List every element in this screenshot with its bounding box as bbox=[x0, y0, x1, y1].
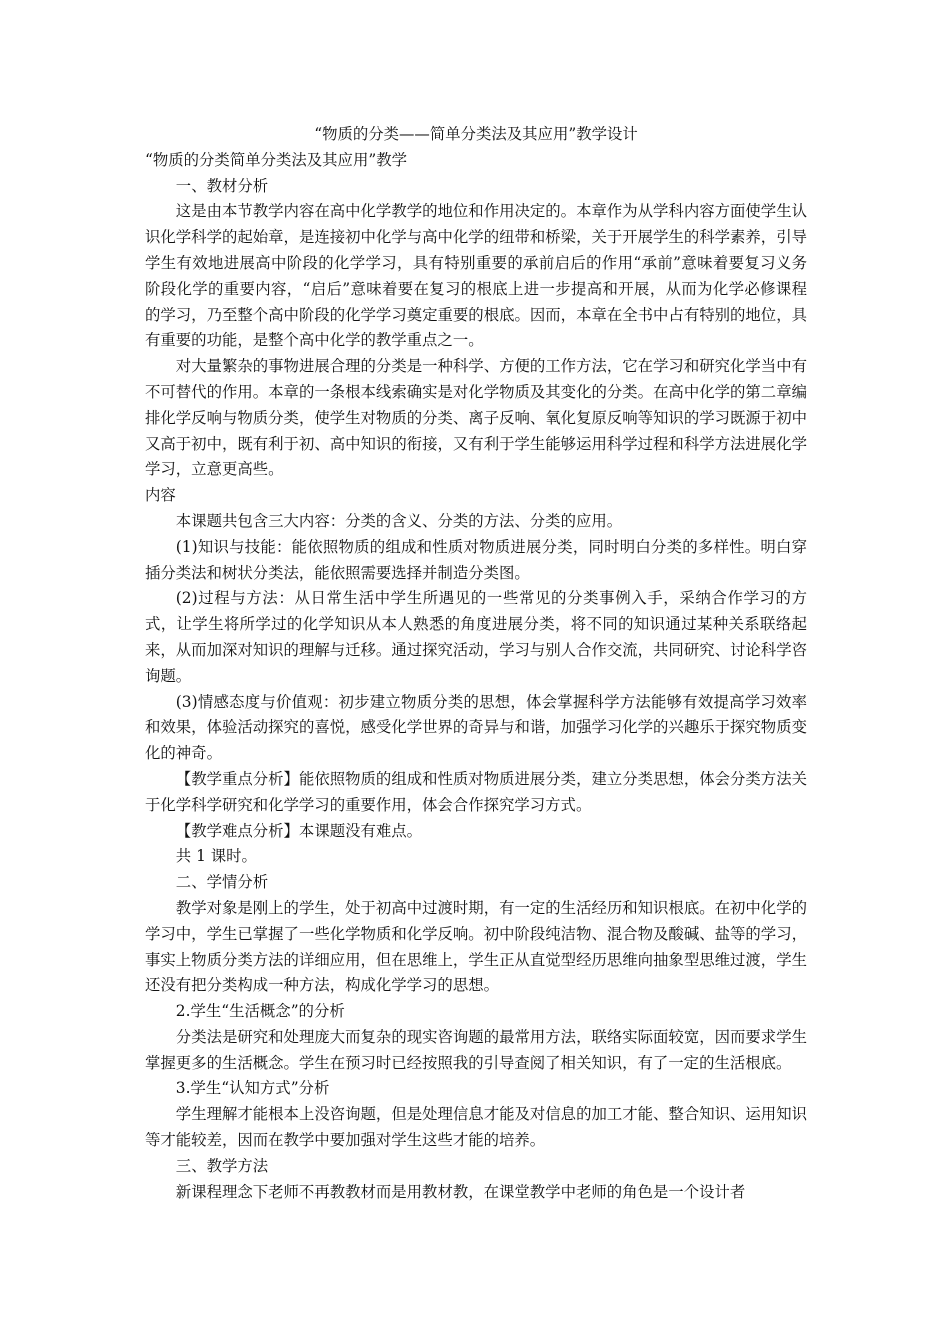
section-heading-student-analysis: 二、学情分析 bbox=[175, 873, 269, 892]
paragraph-key-points: 【教学重点分析】能依照物质的组成和性质对物质进展分类，建立分类思想，体会分类方法关于化学科学研究和化学学习的重要作用，体会合作探究学习方式。 bbox=[145, 769, 807, 814]
label-content: 内容 bbox=[145, 486, 176, 505]
subheading-life-concept: 2.学生“生活概念”的分析 bbox=[175, 1002, 345, 1021]
paragraph: (1)知识与技能：能依照物质的组成和性质对物质进展分类，同时明白分类的多样性。明白穿插分类法和树状分类法，能依照需要选择并制造分类图。 bbox=[145, 537, 807, 582]
paragraph: (2)过程与方法：从日常生活中学生所遇见的一些常见的分类事例入手，采纳合作学习的方式，让学生将所学过的化学知识从本人熟悉的角度进展分类，将不同的知识通过某种关系联络起来，从而加深对知识的理解与迁移。通过探究活动，学习与别人合作交流，共同研究、讨论科学咨询题。 bbox=[145, 589, 807, 685]
paragraph: 对大量繁杂的事物进展合理的分类是一种科学、方便的工作方法，它在学习和研究化学当中有不可替代的作用。本章的一条根本线索确实是对化学物质及其变化的分类。在高中化学的第二章编排化学反响与物质分类，使学生对物质的分类、离子反响、氧化复原反响等知识的学习既源于初中又高于初中，既有利于初、高中知识的衔接，又有利于学生能够运用科学过程和科学方法进展化学学习，立意更高些。 bbox=[145, 357, 807, 479]
paragraph: (3)情感态度与价值观：初步建立物质分类的思想，体会掌握科学方法能够有效提高学习效率和效果，体验活动探究的喜悦，感受化学世界的奇异与和谐，加强学习化学的兴趣乐于探究物质变化的神奇。 bbox=[145, 692, 807, 763]
paragraph-class-hours: 共 1 课时。 bbox=[175, 847, 257, 866]
section-heading-teaching-method: 三、教学方法 bbox=[175, 1156, 269, 1175]
paragraph: 分类法是研究和处理庞大而复杂的现实咨询题的最常用方法，联络实际面较宽，因而要求学生掌握更多的生活概念。学生在预习时已经按照我的引导查阅了相关知识，有了一定的生活根底。 bbox=[145, 1027, 807, 1072]
document-title: “物质的分类——简单分类法及其应用”教学设计 bbox=[314, 125, 638, 143]
subheading-cognitive-style: 3.学生“认知方式”分析 bbox=[175, 1079, 330, 1098]
paragraph: 本课题共包含三大内容：分类的含义、分类的方法、分类的应用。 bbox=[175, 511, 623, 530]
section-heading-textbook-analysis: 一、教材分析 bbox=[175, 176, 269, 195]
paragraph: 教学对象是刚上的学生，处于初高中过渡时期，有一定的生活经历和知识根底。在初中化学的学习中，学生已掌握了一些化学物质和化学反响。初中阶段纯洁物、混合物及酸碱、盐等的学习，事实上物质分类方法的详细应用，但在思维上，学生正从直觉型经历思维向抽象型思维过渡，学生还没有把分类构成一种方法，构成化学学习的思想。 bbox=[145, 898, 807, 995]
document-subtitle: “物质的分类简单分类法及其应用”教学 bbox=[145, 150, 407, 169]
paragraph: 学生理解才能根本上没咨询题，但是处理信息才能及对信息的加工才能、整合知识、运用知识等才能较差，因而在教学中要加强对学生这些才能的培养。 bbox=[145, 1105, 807, 1150]
paragraph: 新课程理念下老师不再教教材而是用教材教，在课堂教学中老师的角色是一个设计者 bbox=[175, 1182, 746, 1201]
paragraph-difficulties: 【教学难点分析】本课题没有难点。 bbox=[175, 821, 423, 840]
paragraph: 这是由本节教学内容在高中化学教学的地位和作用决定的。本章作为从学科内容方面使学生认识化学科学的起始章，是连接初中化学与高中化学的纽带和桥梁，关于开展学生的科学素养，引导学生有效地进展高中阶段的化学学习，具有特别重要的承前启后的作用“承前”意味着要复习义务阶段化学的重要内容，“启后”意味着要在复习的根底上进一步提高和开展，从而为化学必修课程的学习，乃至整个高中阶段的化学学习奠定重要的根底。因而，本章在全书中占有特别的地位，具有重要的功能，是整个高中化学的教学重点之一。 bbox=[145, 202, 807, 350]
